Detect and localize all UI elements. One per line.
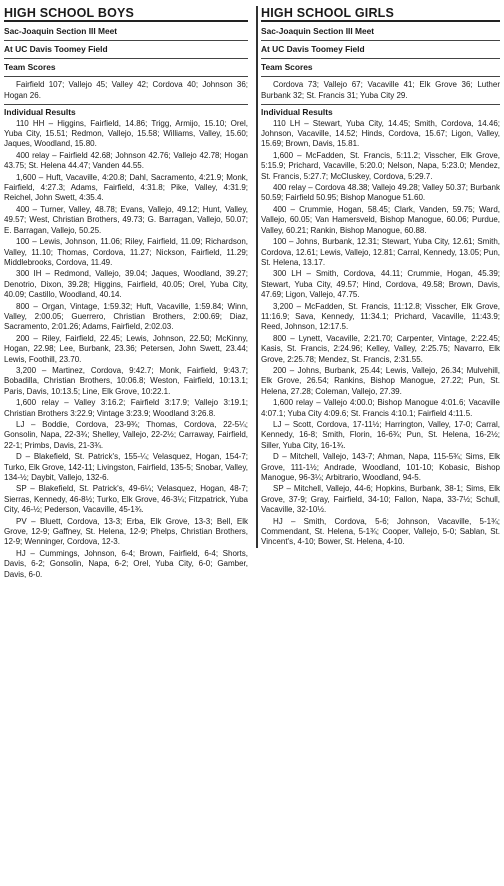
event-result: 800 – Lynett, Vacaville, 2:21.70; Carpenter, Vintage, 2:22.45; Kasis, St. Francis, 2:24.96; Kelley, Valley, 2:25.75; Navarro, Elk Grove, 2:25.78; Mendez, St. Francis, 2:31.55. xyxy=(261,333,500,364)
event-result: HJ – Cummings, Johnson, 6-4; Brown, Fairfield, 6-4; Shorts, Davis, 6-2; Gonsolin, Napa, 6-2; Orel, Yuba City, 6-0; Gamber, Davis, 6-0. xyxy=(4,548,248,579)
event-result: 300 IH – Redmond, Vallejo, 39.04; Jaques, Woodland, 39.27; Denotrio, Dixon, 39.28; Higgins, Fairfield, 40.05; Orel, Yuba City, 40.09; Castillo, Woodland, 40.14. xyxy=(4,269,248,300)
girls-results-panel xyxy=(256,6,500,548)
event-result: 400 – Turner, Valley, 48.78; Evans, Vallejo, 49.12; Hunt, Valley, 49.57; West, Christian Brothers, 49.73; G. Barragan, Vallejo, 50.07; E. Barragan, Vallejo, 50.25. xyxy=(4,204,248,235)
event-result: D – Blakefield, St. Patrick's, 155-¼; Velasquez, Hogan, 154-7; Turko, Elk Grove, 142-11; Livingston, Fairfield, 135-5; Snobar, Valley, 134-½; Daybit, Vallejo, 132-6. xyxy=(4,452,248,483)
event-result: HJ – Smith, Cordova, 5-6; Johnson, Vacaville, 5-1¾; Commendant, St. Helena, 5-1¾; Cooper, Vallejo, 5-0; Sablan, St. Vincent's, 4-10; Bower, St. Helena, 4-10. xyxy=(261,516,500,547)
venue: At UC Davis Toomey Field xyxy=(4,41,248,59)
girls-results-column xyxy=(256,6,500,548)
event-result: 200 – Riley, Fairfield, 22.45; Lewis, Johnson, 22.50; McKinny, Hogan, 22.98; Lee, Burbank, 23.36; Petersen, John Swett, 23.44; Lewis, Foothill, 23.70. xyxy=(4,333,248,364)
boys-results-column xyxy=(4,6,248,580)
event-result: PV – Bluett, Cordova, 13-3; Erba, Elk Grove, 13-3; Bell, Elk Grove, 12-9; Gaffney, St. Helena, 12-9; Phelps, Christian Brothers, 12-9; Wenninger, Cordova, 12-3. xyxy=(4,516,248,547)
individual-results-label: Individual Results xyxy=(4,107,76,118)
event-result: LJ – Boddie, Cordova, 23-9¾; Thomas, Cordova, 22-5¼; Gonsolin, Napa, 22-3¾; Shelley, Vallejo, 22-2½; Carraway, Fairfield, 22-1; Primbs, Davis, 21-3¾. xyxy=(4,420,248,450)
section-title: HIGH SCHOOL GIRLS xyxy=(261,6,500,22)
event-result: 3,200 – McFadden, St. Francis, 11:12.8; Visscher, Elk Grove, 11:16.9; Sava, Kennedy, 11:34.1; Prichard, Vacaville, 11:43.9; Reed, Johnson, 12:17.5. xyxy=(261,301,500,332)
event-result: 1,600 relay – Vallejo 4:00.0; Bishop Manogue 4:01.6; Vacaville 4:07.1; Yuba City 4:09.6; St. Francis 4:10.1; Fairfield 4:11.5. xyxy=(261,398,500,418)
event-result: 400 relay – Fairfield 42.68; Johnson 42.76; Vallejo 42.78; Hogan 43.75; St. Helena 44.47; Vanden 44.55. xyxy=(4,150,248,171)
event-result: 110 LH – Stewart, Yuba City, 14.45; Smith, Cordova, 14.46; Johnson, Vacaville, 14.52; Hinds, Cordova, 15.67; Ligon, Valley, 15.69; Brown, Davis, 15.81. xyxy=(261,118,500,149)
meet-name: Sac-Joaquin Section III Meet xyxy=(4,23,248,41)
event-result: D – Mitchell, Vallejo, 143-7; Ahman, Napa, 115-5¾; Sims, Elk Grove, 111-1½; Andrade, Woodland, 101-10; Kobasic, Bishop Manogue, 96-3¼; Arbitrario, Woodland, 94-5. xyxy=(261,452,500,483)
event-result: 400 – Crummie, Hogan, 58.45; Clark, Vanden, 59.75; Ward, Vallejo, 60.05; Van Hamersveld, Bishop Manogue, 60.06; Purdue, Valley, 60.21; Rankin, Bishop Manogue, 60.88. xyxy=(261,204,500,235)
event-results xyxy=(261,119,500,548)
team-scores: Cordova 73; Vallejo 67; Vacaville 41; Elk Grove 36; Luther Burbank 32; St. Francis 31; Yuba City 29. xyxy=(261,77,500,105)
meet-name: Sac-Joaquin Section III Meet xyxy=(261,23,500,41)
event-result: 800 – Organ, Vintage, 1:59.32; Huft, Vacaville, 1:59.84; Winn, Valley, 2:00.05; Guerrero, Christian Brothers, 2:00.69; Diaz, Sacramento, 2:01.26; Adams, Fairfield, 2:02.03. xyxy=(4,301,248,332)
event-results xyxy=(4,119,248,580)
section-title: HIGH SCHOOL BOYS xyxy=(4,6,248,22)
team-scores-label: Team Scores xyxy=(4,59,248,77)
event-result: 400 relay – Cordova 48.38; Vallejo 49.28; Valley 50.37; Burbank 50.59; Fairfield 50.95; Bishop Manogue 51.60. xyxy=(261,183,500,203)
event-result: SP – Blakefield, St. Patrick's, 49-6¼; Velasquez, Hogan, 48-7; Sierras, Kennedy, 46-8½; Turko, Elk Grove, 46-3¼; Fitzpatrick, Yuba City, 46-½; Pederson, Vacaville, 45-1¾. xyxy=(4,484,248,515)
venue: At UC Davis Toomey Field xyxy=(261,41,500,59)
event-result: 1,600 relay – Valley 3:16.2; Fairfield 3:17.9; Vallejo 3:19.1; Christian Brothers 3:22.9; Vintage 3:23.9; Woodland 3:26.8. xyxy=(4,398,248,418)
individual-results-label: Individual Results xyxy=(261,107,333,118)
team-scores-label: Team Scores xyxy=(261,59,500,77)
event-result: 100 – Johns, Burbank, 12.31; Stewart, Yuba City, 12.61; Smith, Cordova, 12.61; Lewis, Vallejo, 12.81; Carral, Kennedy, 13.05; Pun, St. Helena, 13.17. xyxy=(261,237,500,267)
event-result: SP – Mitchell, Vallejo, 44-6; Hopkins, Burbank, 38-1; Sims, Elk Grove, 37-9; Gray, Fairfield, 34-10; Fallon, Napa, 33-7½; Schull, Vacaville, 32-10½. xyxy=(261,484,500,515)
event-result: 1,600 – McFadden, St. Francis, 5:11.2; Visscher, Elk Grove, 5:15.9; Prichard, Vacaville, 5:20.0; Nelson, Napa, 5:23.0; Mendez, St. Francis, 5:27.7; McCluskey, Cordova, 5:29.7. xyxy=(261,150,500,181)
event-result: LJ – Scott, Cordova, 17-11½; Harrington, Valley, 17-0; Carral, Kennedy, 16-8; Smith, Florin, 16-6¾; Pun, St. Helena, 16-2½; Siller, Yuba City, 16-1¾. xyxy=(261,420,500,450)
event-result: 1,600 – Huft, Vacaville, 4:20.8; Dahl, Sacramento, 4:21.9; Monk, Fairfield, 4:27.3; Adams, Fairfield, 4:31.8; Pike, Valley, 4:31.9; Reichel, John Swett, 4:35.4. xyxy=(4,172,248,203)
team-scores: Fairfield 107; Vallejo 45; Valley 42; Cordova 40; Johnson 36; Hogan 26. xyxy=(4,77,248,105)
event-result: 100 – Lewis, Johnson, 11.06; Riley, Fairfield, 11.09; Richardson, Valley, 11.10; Thomas, Cordova, 11.27; Nickson, Fairfield, 11.29; Middlebrooks, Cordova, 11.49. xyxy=(4,237,248,267)
event-result: 200 – Johns, Burbank, 25.44; Lewis, Vallejo, 26.34; Mulvehill, Elk Grove, 26.54; Rankins, Bishop Manogue, 27.22; Pun, St. Helena, 27.28; Coleman, Vallejo, 27.39. xyxy=(261,365,500,396)
event-result: 300 LH – Smith, Cordova, 44.11; Crummie, Hogan, 45.39; Stewart, Yuba City, 49.57; Hind, Cordova, 49.58; Brown, Davis, 47.69; Ligon, Vallejo, 47.75. xyxy=(261,269,500,300)
event-result: 3,200 – Martinez, Cordova, 9:42.7; Monk, Fairfield, 9:43.7; Bobadilla, Christian Brothers, 10:06.8; Weston, Fairfield, 10:13.1; Paris, Davis, 10:13.5; Line, Elk Grove, 10:22.1. xyxy=(4,365,248,396)
event-result: 110 HH – Higgins, Fairfield, 14.86; Trigg, Armijo, 15.10; Orel, Yuba City, 15.51; Redmon, Vallejo, 15.58; Williams, Valley, 15.60; Jaques, Woodland, 15.80. xyxy=(4,118,248,149)
